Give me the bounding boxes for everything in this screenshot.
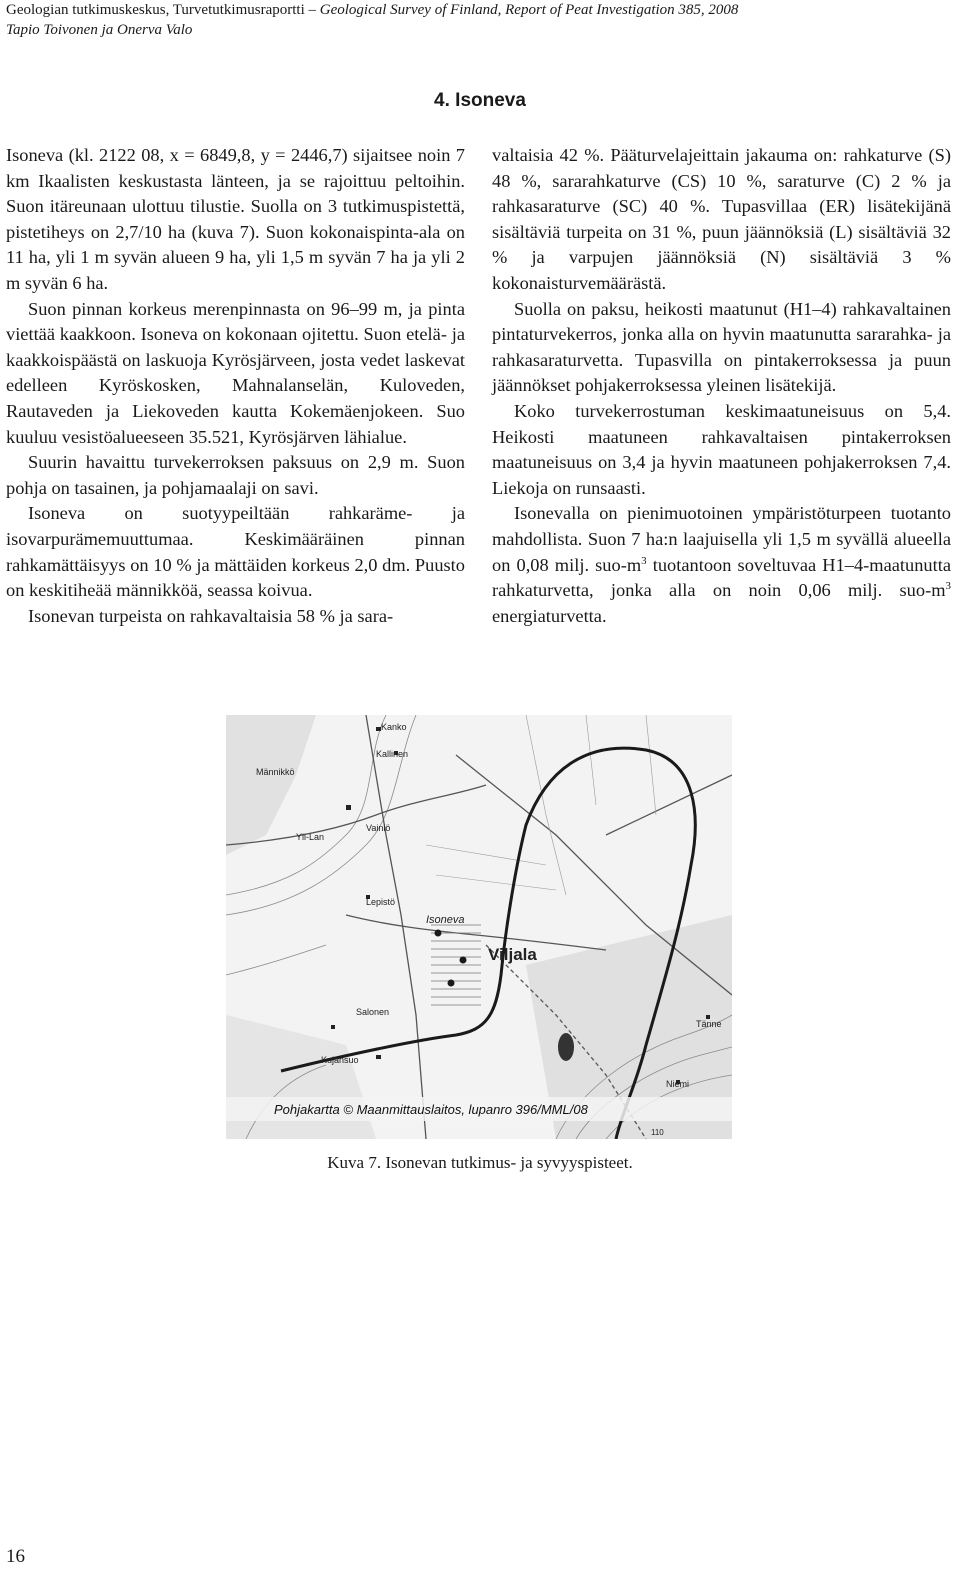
study-point [448, 980, 455, 987]
header-series: Geological Survey of Finland, Report of Peat Investigation 385, 2008 [319, 2, 739, 18]
paragraph: Isoneva (kl. 2122 08, x = 6849,8, y = 2446,7) sijaitsee noin 7 km Ikaalisten keskustasta länteen, ja se rajoittuu peltoihin. Suon itäreunaan ulottuu tilustie. Suolla on 3 tutkimuspistettä, pistetiheys on 2,7/10 ha (kuva 7). Suon kokonaispinta-ala on 11 ha, yli 1 m syvän alueen 9 ha, yli 1,5 m syvän 7 ha ja yli 2 m syvän 6 ha. [6, 145, 465, 293]
paragraph [492, 501, 951, 629]
paragraph: Suolla on paksu, heikosti maatunut (H1–4) rahkavaltainen pintaturvekerros, jonka alla on hyvin maatunutta sararahka- ja rahkasaraturvetta. Tupasvilla on pintakerroksessa ja puun jäännökset pohjakerroksessa yleinen lisätekijä. [492, 298, 951, 396]
map-label: Tänne [696, 1019, 722, 1029]
map-label: Vainiö [366, 823, 391, 833]
map-label: Kallinen [376, 749, 409, 759]
map-label: Salonen [356, 1007, 390, 1017]
header-publisher: Geologian tutkimuskeskus, Turvetutkimusraportti – [6, 2, 320, 18]
study-point [435, 930, 442, 937]
map-label: Lepistö [366, 897, 396, 907]
map-label: Isoneva [426, 914, 465, 926]
map-label: Männikkö [256, 767, 295, 777]
map-copyright: Pohjakartta © Maanmittauslaitos, lupanro 396/MML/08 [274, 1102, 588, 1117]
figure-caption: Kuva 7. Isonevan tutkimus- ja syvyyspisteet. [327, 1153, 633, 1172]
map-label: Niemi [666, 1079, 690, 1089]
study-area-map [226, 715, 732, 1139]
page-number: 16 [6, 1546, 25, 1567]
left-column [6, 143, 465, 629]
running-header [6, 0, 738, 20]
superscript: 3 [945, 579, 951, 592]
paragraph: Isoneva on suotyypeiltään rahkaräme- ja isovarpurämemuuttumaa. Keskimääräinen pinnan rahkamättäisyys on 10 % ja mättäiden korkeus 2,0 dm. Puusto on keskitiheää männikköä, seassa koivua. [6, 503, 465, 601]
map-label: Kanko [381, 722, 407, 732]
map-label: Viljala [488, 945, 537, 964]
text-run: tuotantoon soveltuvaa H1–4-maatunutta rahkaturvetta, jonka alla on noin 0,06 milj. suo-m [492, 554, 951, 601]
study-point [460, 957, 467, 964]
text-run: energiaturvetta. [492, 605, 607, 626]
superscript: 3 [641, 554, 647, 567]
map-label: Kujansuo [321, 1055, 359, 1065]
map-label: Yli-Lan [296, 832, 325, 842]
section-title: 4. Isoneva [434, 90, 526, 111]
map-graphic [226, 715, 732, 1139]
paragraph: Isonevan turpeista on rahkavaltaisia 58 % ja sara- [28, 605, 394, 626]
right-column [492, 143, 951, 629]
paragraph: Suurin havaittu turvekerroksen paksuus on 2,9 m. Suon pohja on tasainen, ja pohjamaalaji on savi. [6, 452, 465, 498]
header-authors: Tapio Toivonen ja Onerva Valo [6, 22, 193, 38]
pond [558, 1033, 574, 1061]
paragraph: valtaisia 42 %. Pääturvelajeittain jakauma on: rahkaturve (S) 48 %, sararahkaturve (CS) 10 %, saraturve (C) 2 % ja rahkasaraturve (SC) 40 %. Tupasvillaa (ER) lisätekijänä sisältäviä turpeita on 31 %, puun jäännöksiä (L) sisältäviä 32 % ja varpujen jäännöksiä (N) sisältäviä 3 % kokonaisturvemäärästä. [492, 145, 951, 293]
paragraph: Koko turvekerrostuman keskimaatuneisuus on 5,4. Heikosti maatuneen rahkavaltaisen pintakerroksen maatuneisuus on 3,4 ja hyvin maatuneen pohjakerroksen 7,4. Liekoja on runsaasti. [492, 400, 951, 498]
text-run: Isonevalla on pienimuotoinen ympäristöturpeen tuotanto mahdollista. Suon 7 ha:n laajuisella yli 1,5 m syvällä alueella on 0,08 milj. suo-m [492, 503, 951, 575]
paragraph: Suon pinnan korkeus merenpinnasta on 96–99 m, ja pinta viettää kaakkoon. Isoneva on kokonaan ojitettu. Suon etelä- ja kaakkoispäästä on laskuoja Kyrösjärveen, josta vedet laskevat edelleen Kyröskosken, Mahnalanselän, Kuloveden, Rautaveden ja Liekoveden kautta Kokemäenjokeen. Suo kuuluu vesistöalueeseen 35.521, Kyrösjärven lähialue. [6, 298, 465, 447]
contour-label: 110 [651, 1128, 664, 1137]
